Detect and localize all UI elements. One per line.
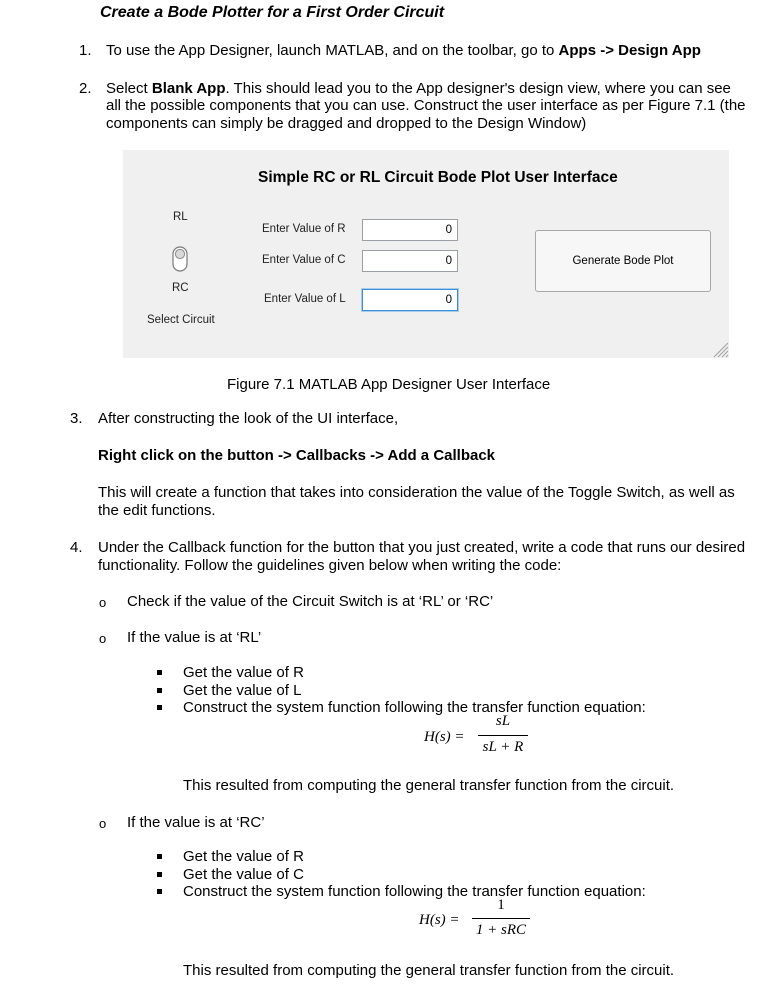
step-4-line-1: Under the Callback function for the button that you just created, write a code that runs our desired xyxy=(98,539,746,556)
rl-item-1: Get the value of R xyxy=(183,664,304,681)
square-bullet-icon xyxy=(157,670,162,675)
rl-fraction-bar xyxy=(478,735,528,736)
rc-fraction-bar xyxy=(472,918,530,919)
rl-note: This resulted from computing the general transfer function from the circuit. xyxy=(183,777,675,794)
document-title: Create a Bode Plotter for a First Order Circuit xyxy=(100,4,445,21)
r-field-label: Enter Value of R xyxy=(262,223,346,235)
rl-equation-numerator: sL xyxy=(495,713,511,729)
rc-lhs-text: H(s) = xyxy=(419,912,460,928)
step-2-post: . This should lead you to the App designer's design view, where you can see xyxy=(225,80,731,97)
step-2-line-3: components can simply be dragged and dropped to the Design Window) xyxy=(106,115,587,132)
circle-bullet-icon: o xyxy=(99,595,107,610)
switch-label-rc: RC xyxy=(172,282,189,294)
step-4-line-2: functionality. Follow the guidelines given below when writing the code: xyxy=(98,557,562,574)
step-2-bold: Blank App xyxy=(151,80,226,97)
rc-equation-numerator: 1 xyxy=(497,897,505,913)
rl-item-2: Get the value of L xyxy=(183,682,302,699)
step-1-text-pre: To use the App Designer, launch MATLAB, and on the toolbar, go to xyxy=(106,42,559,59)
square-bullet-icon xyxy=(157,688,162,693)
step-2-number: 2. xyxy=(79,80,92,97)
step-2-line-1 xyxy=(106,80,731,98)
figure-caption: Figure 7.1 MATLAB App Designer User Interface xyxy=(227,376,551,393)
rc-note: This resulted from computing the general transfer function from the circuit. xyxy=(183,962,675,979)
l-field-label: Enter Value of L xyxy=(264,293,346,305)
step-3-number: 3. xyxy=(70,410,83,427)
generate-bode-plot-button[interactable]: Generate Bode Plot xyxy=(535,230,711,292)
app-designer-figure xyxy=(123,150,729,358)
rc-equation-lhs xyxy=(419,912,460,929)
step-3-callback-instruction: Right click on the button -> Callbacks -> Add a Callback xyxy=(98,447,496,464)
check-switch-text: Check if the value of the Circuit Switch is at ‘RL’ or ‘RC’ xyxy=(127,593,494,610)
circuit-toggle-switch[interactable] xyxy=(172,246,188,272)
select-circuit-label: Select Circuit xyxy=(147,314,215,326)
circle-bullet-icon: o xyxy=(99,816,107,831)
rc-item-3: Construct the system function following the transfer function equation: xyxy=(183,883,646,900)
switch-label-rl: RL xyxy=(173,211,188,223)
c-value-input[interactable]: 0 xyxy=(362,250,458,272)
step-2-line-2: all the possible components that you can use. Construct the user interface as per Figure 7.1 (the xyxy=(106,97,746,114)
square-bullet-icon xyxy=(157,854,162,859)
step-3-line-1: After constructing the look of the UI interface, xyxy=(98,410,399,427)
rl-equation-lhs xyxy=(424,729,465,746)
l-value-input[interactable]: 0 xyxy=(362,289,458,311)
c-field-label: Enter Value of C xyxy=(262,254,346,266)
rl-item-3: Construct the system function following the transfer function equation: xyxy=(183,699,646,716)
step-1-text-bold: Apps -> Design App xyxy=(558,42,701,59)
rc-equation-denominator: 1 + sRC xyxy=(475,922,527,938)
square-bullet-icon xyxy=(157,705,162,710)
rl-lhs-text: H(s) = xyxy=(424,729,465,745)
rl-equation-denominator: sL + R xyxy=(482,739,524,755)
step-1-text xyxy=(106,42,701,60)
square-bullet-icon xyxy=(157,872,162,877)
r-value-input[interactable]: 0 xyxy=(362,219,458,241)
circle-bullet-icon: o xyxy=(99,631,107,646)
step-1-number: 1. xyxy=(79,42,92,59)
step-2-pre: Select xyxy=(106,80,152,97)
step-3-line-3: the edit functions. xyxy=(98,502,216,519)
rc-item-2: Get the value of C xyxy=(183,866,304,883)
rc-heading: If the value is at ‘RC’ xyxy=(127,814,265,831)
rl-heading: If the value is at ‘RL’ xyxy=(127,629,262,646)
step-3-line-2: This will create a function that takes into consideration the value of the Toggle Switch, as well as xyxy=(98,484,735,501)
resize-grip-icon[interactable] xyxy=(711,340,729,358)
ui-title: Simple RC or RL Circuit Bode Plot User Interface xyxy=(258,169,618,186)
rc-item-1: Get the value of R xyxy=(183,848,304,865)
step-4-number: 4. xyxy=(70,539,83,556)
square-bullet-icon xyxy=(157,889,162,894)
